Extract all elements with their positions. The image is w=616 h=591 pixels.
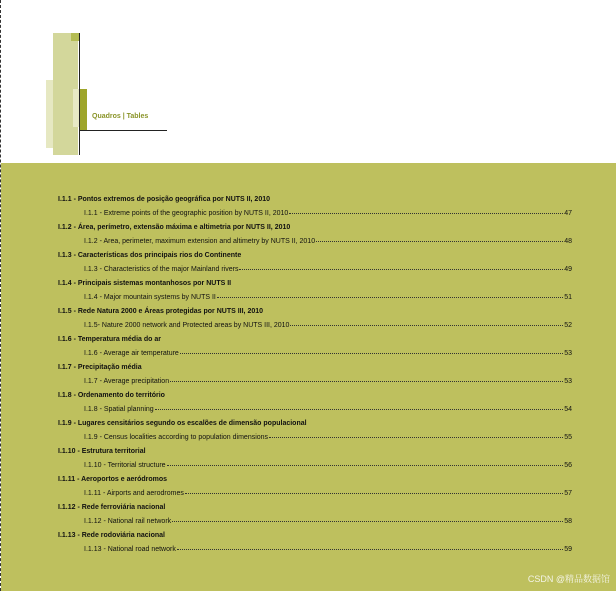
toc-entry-title: I.1.7 - Precipitação média xyxy=(58,364,142,371)
toc-entry-page: 57 xyxy=(564,490,572,497)
dot-leader xyxy=(269,437,563,438)
toc-entry-page: 53 xyxy=(564,378,572,385)
toc-entry-page: 54 xyxy=(564,406,572,413)
toc-entry-subtitle: I.1.4 - Major mountain systems by NUTS II xyxy=(84,294,216,301)
decorative-block xyxy=(80,89,87,130)
toc-entry-subtitle: I.1.12 - National rail network xyxy=(84,518,172,525)
toc-entry-subline xyxy=(84,490,572,497)
toc-entry-page: 51 xyxy=(564,294,572,301)
toc-entry-subtitle: I.1.8 - Spatial planning xyxy=(84,406,154,413)
toc-entry-subline xyxy=(84,518,572,525)
toc-entry[interactable] xyxy=(58,448,572,476)
table-of-contents xyxy=(58,196,572,560)
toc-entry[interactable] xyxy=(58,392,572,420)
toc-entry[interactable] xyxy=(58,280,572,308)
toc-entry-page: 47 xyxy=(564,210,572,217)
toc-entry-title: I.1.8 - Ordenamento do território xyxy=(58,392,165,399)
toc-entry-subtitle: I.1.6 - Average air temperature xyxy=(84,350,179,357)
toc-entry-page: 52 xyxy=(564,322,572,329)
dot-leader xyxy=(290,325,563,326)
toc-entry[interactable] xyxy=(58,504,572,532)
toc-entry-page: 53 xyxy=(564,350,572,357)
toc-entry[interactable] xyxy=(58,364,572,392)
dot-leader xyxy=(177,549,563,550)
toc-entry-subtitle: I.1.7 - Average precipitation xyxy=(84,378,170,385)
toc-entry[interactable] xyxy=(58,252,572,280)
toc-entry-subline xyxy=(84,266,572,273)
dot-leader xyxy=(289,213,563,214)
toc-entry-subtitle: I.1.13 - National road network xyxy=(84,546,176,553)
dot-leader xyxy=(180,353,563,354)
toc-entry-subline xyxy=(84,350,572,357)
toc-entry[interactable] xyxy=(58,336,572,364)
toc-entry-subline xyxy=(84,210,572,217)
toc-entry-title: I.1.12 - Rede ferroviária nacional xyxy=(58,504,166,511)
toc-entry-subtitle: I.1.3 - Characteristics of the major Mainland rivers xyxy=(84,266,239,273)
toc-entry-subtitle: I.1.5- Nature 2000 network and Protected areas by NUTS III, 2010 xyxy=(84,322,290,329)
toc-entry-page: 58 xyxy=(564,518,572,525)
toc-entry[interactable] xyxy=(58,196,572,224)
toc-entry-title: I.1.11 - Aeroportos e aeródromos xyxy=(58,476,168,483)
toc-entry-page: 49 xyxy=(564,266,572,273)
header-horizontal-rule xyxy=(80,130,167,131)
toc-entry-page: 59 xyxy=(564,546,572,553)
toc-entry-subline xyxy=(84,238,572,245)
toc-entry-subtitle: I.1.2 - Area, perimeter, maximum extension and altimetry by NUTS II, 2010 xyxy=(84,238,316,245)
toc-entry-subline xyxy=(84,434,572,441)
toc-entry-title: I.1.1 - Pontos extremos de posição geográfica por NUTS II, 2010 xyxy=(58,196,271,203)
toc-entry-page: 48 xyxy=(564,238,572,245)
toc-entry-subline xyxy=(84,322,572,329)
toc-entry-subline xyxy=(84,462,572,469)
toc-entry-title: I.1.10 - Estrutura territorial xyxy=(58,448,146,455)
toc-entry-title: I.1.13 - Rede rodoviária nacional xyxy=(58,532,165,539)
toc-entry-subtitle: I.1.9 - Census localities according to population dimensions xyxy=(84,434,269,441)
section-title: Quadros | Tables xyxy=(92,113,149,120)
dot-leader xyxy=(217,297,563,298)
toc-entry-title: I.1.2 - Área, perímetro, extensão máxima e altimetria por NUTS II, 2010 xyxy=(58,224,291,231)
header-vertical-rule xyxy=(79,33,80,155)
dot-leader xyxy=(155,409,564,410)
toc-entry-title: I.1.6 - Temperatura média do ar xyxy=(58,336,161,343)
toc-entry-subline xyxy=(84,294,572,301)
toc-entry-subtitle: I.1.1 - Extreme points of the geographic position by NUTS II, 2010 xyxy=(84,210,289,217)
toc-entry[interactable] xyxy=(58,532,572,560)
toc-entry-subtitle: I.1.10 - Territorial structure xyxy=(84,462,166,469)
toc-entry-subtitle: I.1.11 - Airports and aerodromes xyxy=(84,490,184,497)
toc-entry-title: I.1.4 - Principais sistemas montanhosos por NUTS II xyxy=(58,280,232,287)
dot-leader xyxy=(239,269,563,270)
toc-entry[interactable] xyxy=(58,420,572,448)
dot-leader xyxy=(170,381,563,382)
dot-leader xyxy=(185,493,563,494)
toc-entry-subline xyxy=(84,378,572,385)
dot-leader xyxy=(172,521,563,522)
toc-entry[interactable] xyxy=(58,308,572,336)
watermark: CSDN @精品数据馆 xyxy=(527,574,610,584)
toc-entry-title: I.1.3 - Características dos principais rios do Continente xyxy=(58,252,242,259)
toc-entry-page: 56 xyxy=(564,462,572,469)
toc-entry[interactable] xyxy=(58,224,572,252)
toc-entry-title: I.1.9 - Lugares censitários segundo os escalões de dimensão populacional xyxy=(58,420,307,427)
dot-leader xyxy=(167,465,564,466)
dot-leader xyxy=(316,241,563,242)
toc-entry[interactable] xyxy=(58,476,572,504)
toc-entry-title: I.1.5 - Rede Natura 2000 e Áreas protegidas por NUTS III, 2010 xyxy=(58,308,264,315)
toc-entry-page: 55 xyxy=(564,434,572,441)
toc-entry-subline xyxy=(84,406,572,413)
toc-entry-subline xyxy=(84,546,572,553)
